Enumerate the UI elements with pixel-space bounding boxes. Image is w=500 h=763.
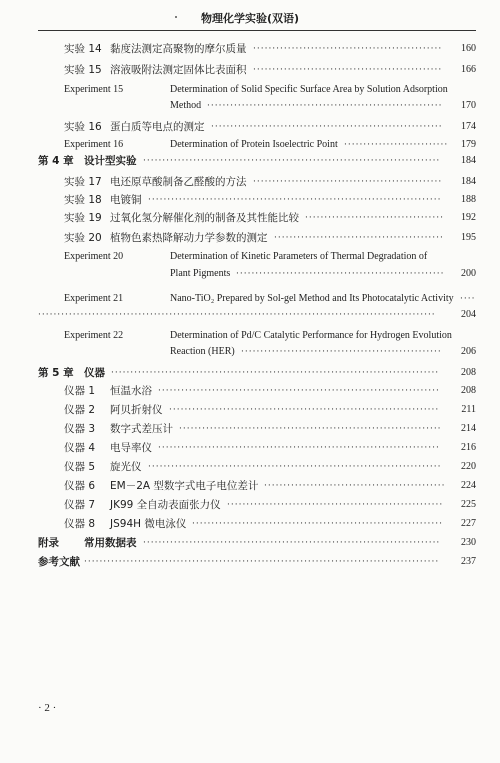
toc-entry-page: 179 xyxy=(461,139,476,150)
toc-entry-label: 实验 17 xyxy=(64,176,102,188)
toc-entry-label: 参考文献 xyxy=(38,556,80,568)
dot-leader: ··························· xyxy=(344,140,449,150)
toc-entry-title: Plant Pigments xyxy=(170,268,231,279)
toc-entry-label: 仪器 2 xyxy=(64,404,96,416)
toc-entry-title: Determination of Solid Specific Surface Area by Solution Adsorption xyxy=(170,84,448,95)
toc-entry-title: 仪器 xyxy=(84,367,105,379)
toc-entry-title: 电镀铜 xyxy=(110,194,142,206)
toc-entry[interactable] xyxy=(0,515,500,533)
toc-entry-title: 电还原草酸制备乙醛酸的方法 xyxy=(110,176,247,188)
toc-entry[interactable] xyxy=(0,40,500,58)
toc-entry-page: 230 xyxy=(461,537,476,548)
toc-entry-page: 220 xyxy=(461,461,476,472)
toc-entry-label: 实验 20 xyxy=(64,232,102,244)
toc-entry-page: 166 xyxy=(461,64,476,75)
toc-entry-label: 实验 14 xyxy=(64,43,102,55)
toc-entry-page: 225 xyxy=(461,499,476,510)
toc-entry-page: 224 xyxy=(461,480,476,491)
toc-entry-page: 214 xyxy=(461,423,476,434)
dot-leader: ················································· xyxy=(253,177,443,187)
dot-leader: ········································································· xyxy=(158,443,440,453)
toc-entry-title: 阿贝折射仪 xyxy=(110,404,163,416)
header-title: 物理化学实验(双语) xyxy=(201,12,300,25)
toc-entry-title: Determination of Pd/C Catalytic Performance for Hydrogen Evolution xyxy=(170,330,452,341)
toc-entry-title: Determination of Kinetic Parameters of Thermal Degradation of xyxy=(170,251,428,262)
dot-leader: ································································· xyxy=(192,519,443,529)
toc-entry[interactable] xyxy=(0,97,500,115)
toc-entry-title: 植物色素热降解动力学参数的测定 xyxy=(110,232,268,244)
toc-entry-label: 仪器 3 xyxy=(64,423,96,435)
toc-entry-page: 208 xyxy=(461,367,476,378)
dot-leader: ···· xyxy=(460,294,476,304)
dot-leader: ······················································ xyxy=(236,269,445,279)
dot-leader: ····················································································· xyxy=(111,368,440,378)
toc-entry[interactable] xyxy=(0,61,500,79)
toc-entry-page: 237 xyxy=(461,556,476,567)
toc-entry-page: 192 xyxy=(461,212,476,223)
toc-entry-label: 仪器 4 xyxy=(64,442,96,454)
dot-leader: ····························································· xyxy=(207,101,443,111)
toc-entry[interactable] xyxy=(0,477,500,495)
toc-entry-title: JS94H 微电泳仪 xyxy=(110,518,187,530)
toc-entry-page: 160 xyxy=(461,43,476,54)
toc-entry-title: 旋光仪 xyxy=(110,461,142,473)
toc-entry-label: Experiment 21 xyxy=(64,293,124,304)
toc-entry-title: Method xyxy=(170,100,202,111)
toc-chapter-entry[interactable] xyxy=(0,364,500,382)
toc-entry-title: 恒温水浴 xyxy=(110,385,152,397)
dot-leader: ············································································· xyxy=(143,156,441,166)
toc-entry-title: 过氧化氢分解催化剂的制备及其性能比较 xyxy=(110,212,299,224)
dot-leader: ···································································· xyxy=(179,424,442,434)
toc-entry[interactable] xyxy=(0,265,500,283)
toc-entry-label: 仪器 1 xyxy=(64,385,96,397)
toc-entry[interactable] xyxy=(0,306,500,324)
dot-leader: ······································································ xyxy=(169,405,440,415)
toc-entry-label: Experiment 15 xyxy=(64,84,124,95)
dot-leader: ············································ xyxy=(274,233,444,243)
toc-entry[interactable] xyxy=(0,118,500,136)
toc-entry-page: 174 xyxy=(461,121,476,132)
toc-entry-label: Experiment 16 xyxy=(64,139,124,150)
page-number: · 2 · xyxy=(38,702,57,714)
toc-entry-label: 实验 18 xyxy=(64,194,102,206)
toc-entry-page: 200 xyxy=(461,268,476,279)
toc-entry-title: 蛋白质等电点的测定 xyxy=(110,121,205,133)
toc-entry-title: Determination of Protein Isoelectric Point xyxy=(170,139,338,150)
toc-entry-page: 184 xyxy=(461,155,476,166)
toc-entry[interactable] xyxy=(0,229,500,247)
toc-entry-label: 实验 16 xyxy=(64,121,102,133)
toc-entry[interactable] xyxy=(0,458,500,476)
toc-entry-title: EM－2A 型数字式电子电位差计 xyxy=(110,480,259,492)
dot-leader: ··············································· xyxy=(264,481,446,491)
toc-entry-label: 第 5 章 xyxy=(38,367,74,379)
toc-entry-title: JK99 全自动表面张力仪 xyxy=(110,499,221,511)
toc-chapter-entry[interactable] xyxy=(0,152,500,170)
toc-entry-label: 仪器 6 xyxy=(64,480,96,492)
toc-entry-label: 仪器 7 xyxy=(64,499,96,511)
toc-entry[interactable] xyxy=(0,382,500,400)
toc-entry-page: 211 xyxy=(461,404,476,415)
toc-entry-page: 188 xyxy=(461,194,476,205)
toc-entry-title: 设计型实验 xyxy=(84,155,137,167)
toc-entry-label: 第 4 章 xyxy=(38,155,74,167)
dot-leader: ······································································································· xyxy=(38,310,436,320)
toc-entry-title: 数字式差压计 xyxy=(110,423,173,435)
toc-entry-page: 206 xyxy=(461,346,476,357)
dot-leader: ···························································································· xyxy=(84,557,440,567)
dot-leader: ················································· xyxy=(253,44,443,54)
dot-leader: ············································································ xyxy=(148,462,442,472)
toc-entry-title: Nano-TiO₂ Prepared by Sol-gel Method and Its Photocatalytic Activity xyxy=(170,293,454,304)
toc-entry-title: 常用数据表 xyxy=(84,537,137,549)
toc-entry-page: 170 xyxy=(461,100,476,111)
dot-leader: ···························································· xyxy=(211,122,443,132)
toc-entry-title: Reaction (HER) xyxy=(170,346,235,357)
toc-entry-label: Experiment 20 xyxy=(64,251,124,262)
toc-entry[interactable] xyxy=(0,420,500,438)
toc-entry[interactable] xyxy=(0,248,500,266)
toc-entry-title: 电导率仪 xyxy=(110,442,152,454)
toc-entry-title: 溶液吸附法测定固体比表面积 xyxy=(110,64,247,76)
toc-entry-label: 仪器 5 xyxy=(64,461,96,473)
toc-entry-page: 216 xyxy=(461,442,476,453)
toc-entry-page: 204 xyxy=(461,309,476,320)
toc-entry-title: 黏度法测定高聚物的摩尔质量 xyxy=(110,43,247,55)
toc-entry-page: 227 xyxy=(461,518,476,529)
toc-entry[interactable] xyxy=(0,439,500,457)
toc-entry-page: 195 xyxy=(461,232,476,243)
dot-leader: ···················································· xyxy=(241,347,442,357)
toc-entry[interactable] xyxy=(0,343,500,361)
toc-entry-label: 实验 15 xyxy=(64,64,102,76)
toc-entry[interactable] xyxy=(0,191,500,209)
toc-chapter-entry[interactable] xyxy=(0,534,500,552)
toc-entry-page: 208 xyxy=(461,385,476,396)
toc-entry[interactable] xyxy=(0,496,500,514)
toc-entry[interactable] xyxy=(0,209,500,227)
dot-leader: ············································································ xyxy=(148,195,442,205)
toc-entry-label: 附录 xyxy=(38,537,59,549)
toc-entry[interactable] xyxy=(0,401,500,419)
toc-entry-label: 实验 19 xyxy=(64,212,102,224)
dot-leader: ························································ xyxy=(227,500,444,510)
dot-leader: ···································· xyxy=(305,213,444,223)
dot-leader: ············································································· xyxy=(143,538,441,548)
dot-leader: ········································································· xyxy=(158,386,440,396)
dot-leader: ················································· xyxy=(253,65,443,75)
toc-entry-label: Experiment 22 xyxy=(64,330,124,341)
toc-entry-label: 仪器 8 xyxy=(64,518,96,530)
toc-chapter-entry[interactable] xyxy=(0,553,500,571)
toc-entry-page: 184 xyxy=(461,176,476,187)
toc-entry[interactable] xyxy=(0,173,500,191)
